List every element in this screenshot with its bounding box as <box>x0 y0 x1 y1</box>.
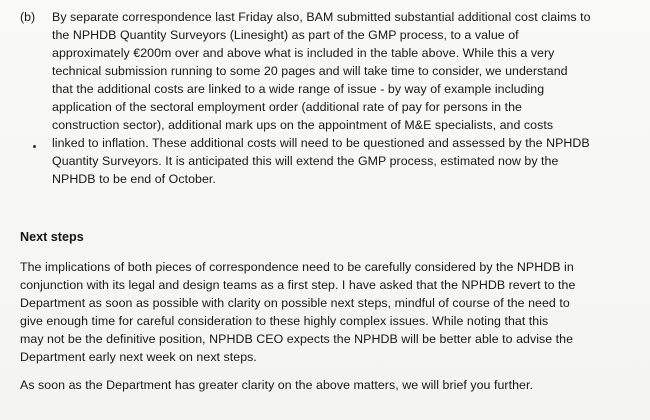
text-line: that the additional costs are linked to a wide range of issue - by way of example including <box>52 82 545 96</box>
paragraph-item-b <box>52 8 591 188</box>
item-label-b: (b) <box>20 10 36 24</box>
text-line: As soon as the Department has greater clarity on the above matters, we will brief you further. <box>20 378 533 392</box>
section-heading-next-steps: Next steps <box>20 230 84 244</box>
text-line: Department early next week on next steps. <box>20 350 257 364</box>
stray-mark <box>33 145 36 148</box>
paragraph-closing <box>20 376 533 394</box>
text-line: technical submission running to some 20 pages and will take time to consider, we understand <box>52 64 568 78</box>
text-line: approximately €200m over and above what is included in the table above. While this a very <box>52 46 555 60</box>
paragraph-next-steps <box>20 258 575 366</box>
text-line: conjunction with its legal and design teams as a first step. I have asked that the NPHDB revert to the <box>20 278 576 292</box>
text-line: By separate correspondence last Friday also, BAM submitted substantial additional cost claims to <box>52 10 591 24</box>
text-line: application of the sectoral employment order (additional rate of pay for persons in the <box>52 100 522 114</box>
text-line: construction sector), additional mark ups on the appointment of M&E specialists, and costs <box>52 118 554 132</box>
text-line: linked to inflation. These additional costs will need to be questioned and assessed by the NPHDB <box>52 136 590 150</box>
text-line: the NPHDB Quantity Surveyors (Linesight) as part of the GMP process, to a value of <box>52 28 519 42</box>
text-line: NPHDB to be end of October. <box>52 172 216 186</box>
text-line: Quantity Surveyors. It is anticipated this will extend the GMP process, estimated now by the <box>52 154 559 168</box>
text-line: Department as soon as possible with clarity on possible next steps, mindful of course of the need to <box>20 296 570 310</box>
text-line: The implications of both pieces of correspondence need to be carefully considered by the NPHDB in <box>20 260 574 274</box>
text-line: may not be the definitive position, NPHDB CEO expects the NPHDB will be better able to advise the <box>20 332 574 346</box>
text-line: give enough time for careful consideration to these highly complex issues. While noting that this <box>20 314 549 328</box>
